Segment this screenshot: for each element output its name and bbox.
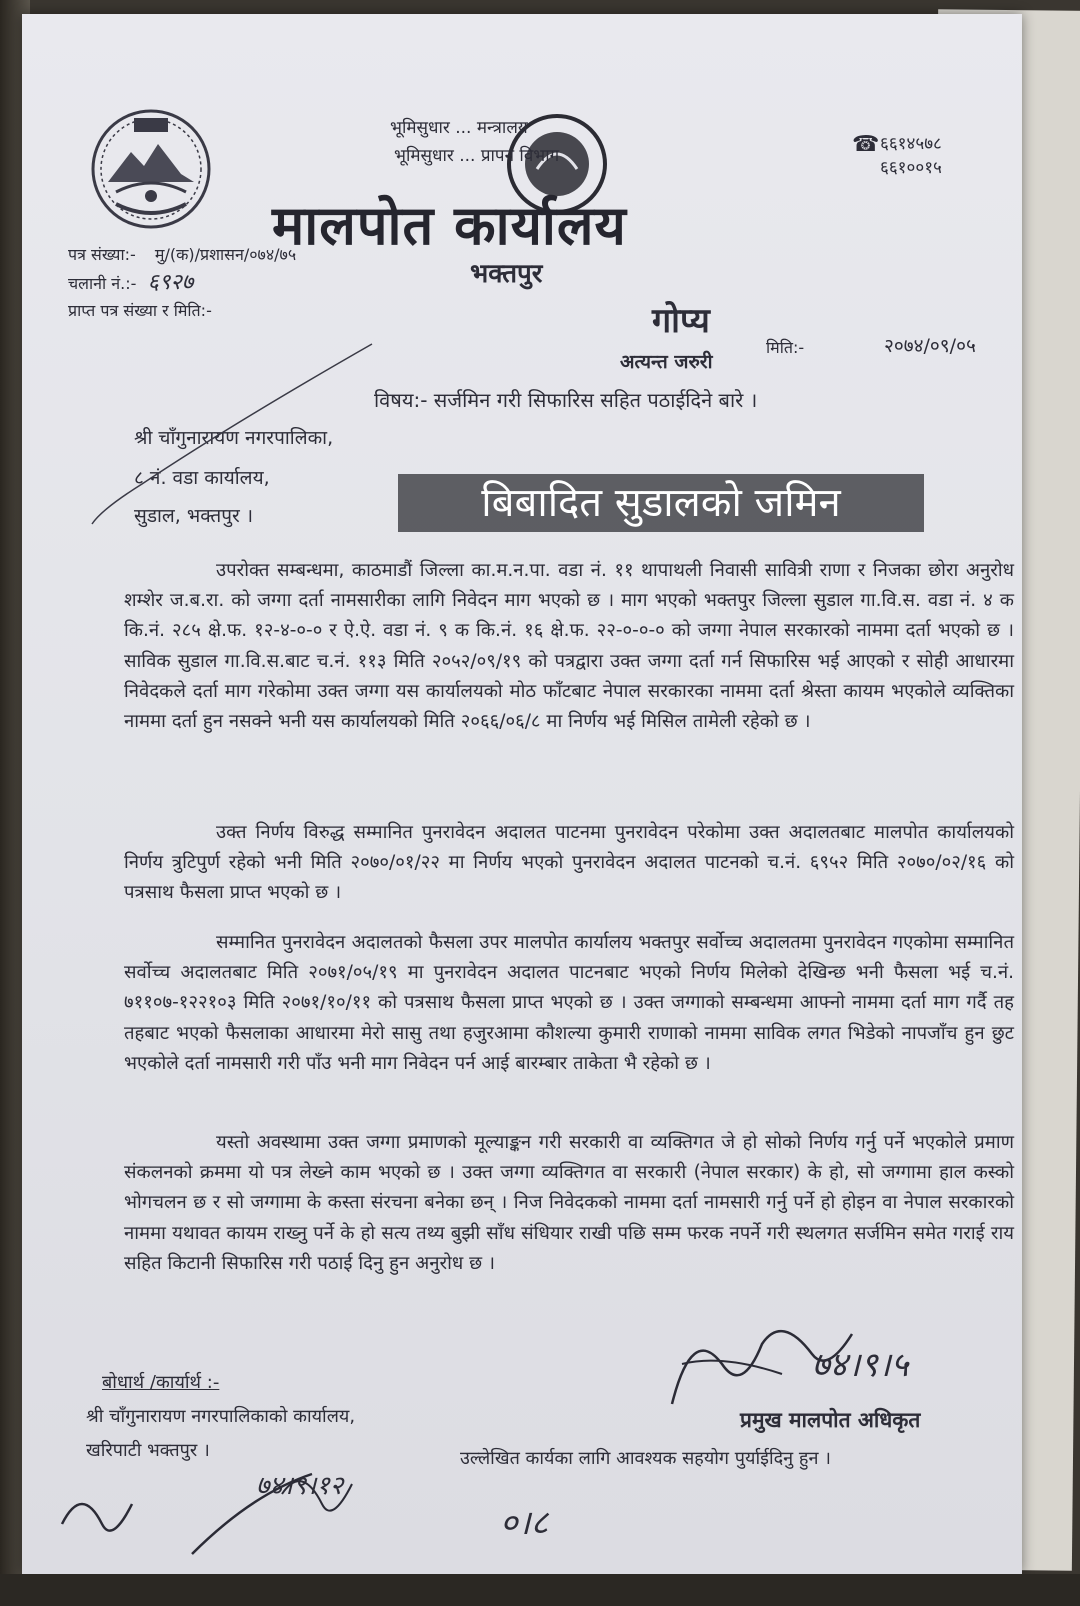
letter-page — [22, 14, 1022, 1574]
chalani-label: चलानी नं.:- — [68, 274, 137, 293]
date-value: २०७४/०९/०५ — [884, 335, 976, 357]
patra-sankhya-label: पत्र संख्या:- — [68, 245, 136, 264]
paragraph-3: सम्मानित पुनरावेदन अदालतको फैसला उपर मालपोत कार्यालय भक्तपुर सर्वोच्च अदालतमा पुनरावेदन गएकोमा सम्मानित सर्वोच्च अदालतबाट मिति २०७१/०५/१९ मा पुनरावेदन अदालत पाटनबाट भएको निर्णय मिलेको देखिन्छ भनी फैसला भई च.नं. ७११०७-१२२१०३ मिति २०७१/१०/११ को पत्रसाथ फैसला प्राप्त भएको छ । उक्त जग्गाको सम्बन्धमा आफ्नो नाममा दर्ता माग गर्दै तह तहबाट भएको फैसलाका आधारमा मेरो सासु तथा हजुरआमा कौशल्या कुमारी राणाको नाममा साविक लगत भिडेको नापजाँच हुन छुट भएकोले दर्ता नामसारी गरी पाँउ भनी माग निवेदन पर्न आई बारम्बार ताकेता भै रहेको छ । — [124, 932, 1014, 1074]
phone-numbers — [880, 132, 942, 180]
subject-line: विषय:- सर्जमिन गरी सिफारिस सहित पठाईदिने बारे । — [374, 388, 758, 412]
confidential-heading: गोप्य — [652, 301, 710, 341]
chalani-value: ६९२७ — [147, 270, 194, 295]
patra-sankhya-value: मु/(क)/प्रशासन/०७४/७५ — [154, 245, 297, 264]
paragraph-1: उपरोक्त सम्बन्धमा, काठमाडौं जिल्ला का.म.न.पा. वडा नं. ११ थापाथली निवासी सावित्री राणा र निजका छोरा अनुरोध शम्शेर ज.ब.रा. को जग्गा दर्ता नामसारीका लागि निवेदन माग भएको छ । माग भएको भक्तपुर जिल्ला सुडाल गा.वि.स. वडा नं. ४ क कि.नं. २८५ क्षे.फ. १२-४-०-० र ऐ.ऐ. वडा नं. ९ क कि.नं. १६ क्षे.फ. २२-०-०-० को जग्गा नेपाल सरकारको नाममा दर्ता भएको छ । साविक सुडाल गा.वि.स.बाट च.नं. ११३ मिति २०५२/०९/१९ को पत्रद्वारा उक्त जग्गा दर्ता गर्न सिफारिस भई आएको र सोही आधारमा निवेदकले दर्ता माग गरेकोमा उक्त जग्गा यस कार्यालयको मोठ फाँटबाट नेपाल सरकारका नाममा दर्ता श्रेस्ता कायम भएकोले व्यक्तिका नाममा दर्ता हुन नसक्ने भनी यस कार्यालयको मिति २०६६/०६/८ मा निर्णय भई मिसिल तामेली रहेको छ । — [124, 560, 1014, 733]
pen-stroke-line — [52, 334, 382, 534]
handwritten-footer-note: ०।८ — [500, 1503, 549, 1543]
patra-sankhya — [68, 242, 296, 268]
paragraph-4: यस्तो अवस्थामा उक्त जग्गा प्रमाणको मूल्याङ्कन गरी सरकारी वा व्यक्तिगत जे हो सोको निर्णय गर्नु पर्ने भएकोले प्रमाण संकलनको क्रममा यो पत्र लेख्ने काम भएको छ । उक्त जग्गा व्यक्तिगत वा सरकारी (नेपाल सरकार) के हो, सो जग्गामा हाल कस्को भोगचलन छ र सो जग्गामा के कस्ता संरचना बनेका छन् । निज निवेदकको नाममा दर्ता नामसारी गर्नु पर्ने हो होइन वा नेपाल सरकारको नाममा यथावत कायम राख्नु पर्ने के हो सत्य तथ्य बुझी साँध संधियार राखी पछि सम्म फरक नपर्ने गरी स्थलगत सर्जमिन समेत गराई राय सहित किटानी सिफारिस गरी पठाई दिनु हुन अनुरोध छ । — [124, 1132, 1014, 1274]
date-label: मिति:- — [766, 338, 805, 357]
ministry-line: भूमिसुधार ... मन्त्रालय — [390, 118, 528, 138]
addressee-line-3: सुडाल, भक्तपुर । — [134, 505, 254, 527]
phone-number: ६६१४५७८ — [880, 134, 942, 154]
phone-icon: ☎ — [852, 132, 880, 157]
overlay-caption: बिबादित सुडालको जमिन — [398, 474, 924, 532]
nepal-government-emblem — [86, 104, 216, 234]
paragraph-2: उक्त निर्णय विरुद्ध सम्मानित पुनरावेदन अदालत पाटनमा पुनरावेदन परेकोमा उक्त अदालतबाट मालपोत कार्यालयको निर्णय त्रुटिपुर्ण रहेको भनी मिति २०७०/०१/२२ मा निर्णय भएको पुनरावेदन अदालत पाटनको च.नं. ६९५२ मिति २०७०/०२/१६ को पत्रसाथ फैसला प्राप्त भएको छ । — [124, 822, 1014, 904]
bodhartha-line-2: खरिपाटी भक्तपुर । — [86, 1440, 210, 1461]
addressee-line-2: ८ नं. वडा कार्यालय, — [134, 467, 270, 489]
handwritten-date: ७४।९।५ — [812, 1345, 909, 1385]
bottom-dark-edge — [0, 1574, 1080, 1606]
urgent-stamp: अत्यन्त जरुरी — [620, 351, 713, 373]
chalani-number — [68, 270, 193, 297]
office-location: भक्तपुर — [470, 259, 543, 289]
office-name-heading: मालपोत कार्यालय — [272, 194, 627, 257]
bodhartha-line-1: श्री चाँगुनारायण नगरपालिकाको कार्यालय, — [86, 1406, 356, 1427]
bodhartha-note: उल्लेखित कार्यका लागि आवश्यक सहयोग पुर्याईदिनु हुन । — [460, 1448, 831, 1469]
signatory-title: प्रमुख मालपोत अधिकृत — [740, 1408, 921, 1432]
handwritten-footer-date: ७४।९।१२ — [256, 1471, 344, 1501]
department-line: भूमिसुधार ... प्रापन विभाग — [394, 146, 560, 166]
bodhartha-label: बोधार्थ /कार्यार्थ :- — [102, 1372, 220, 1393]
addressee-line-1: श्री चाँगुनारायण नगरपालिका, — [134, 427, 334, 449]
phone-number: ६६१००१५ — [880, 158, 942, 178]
prapta-patra-label: प्राप्त पत्र संख्या र मिति:- — [68, 301, 212, 320]
